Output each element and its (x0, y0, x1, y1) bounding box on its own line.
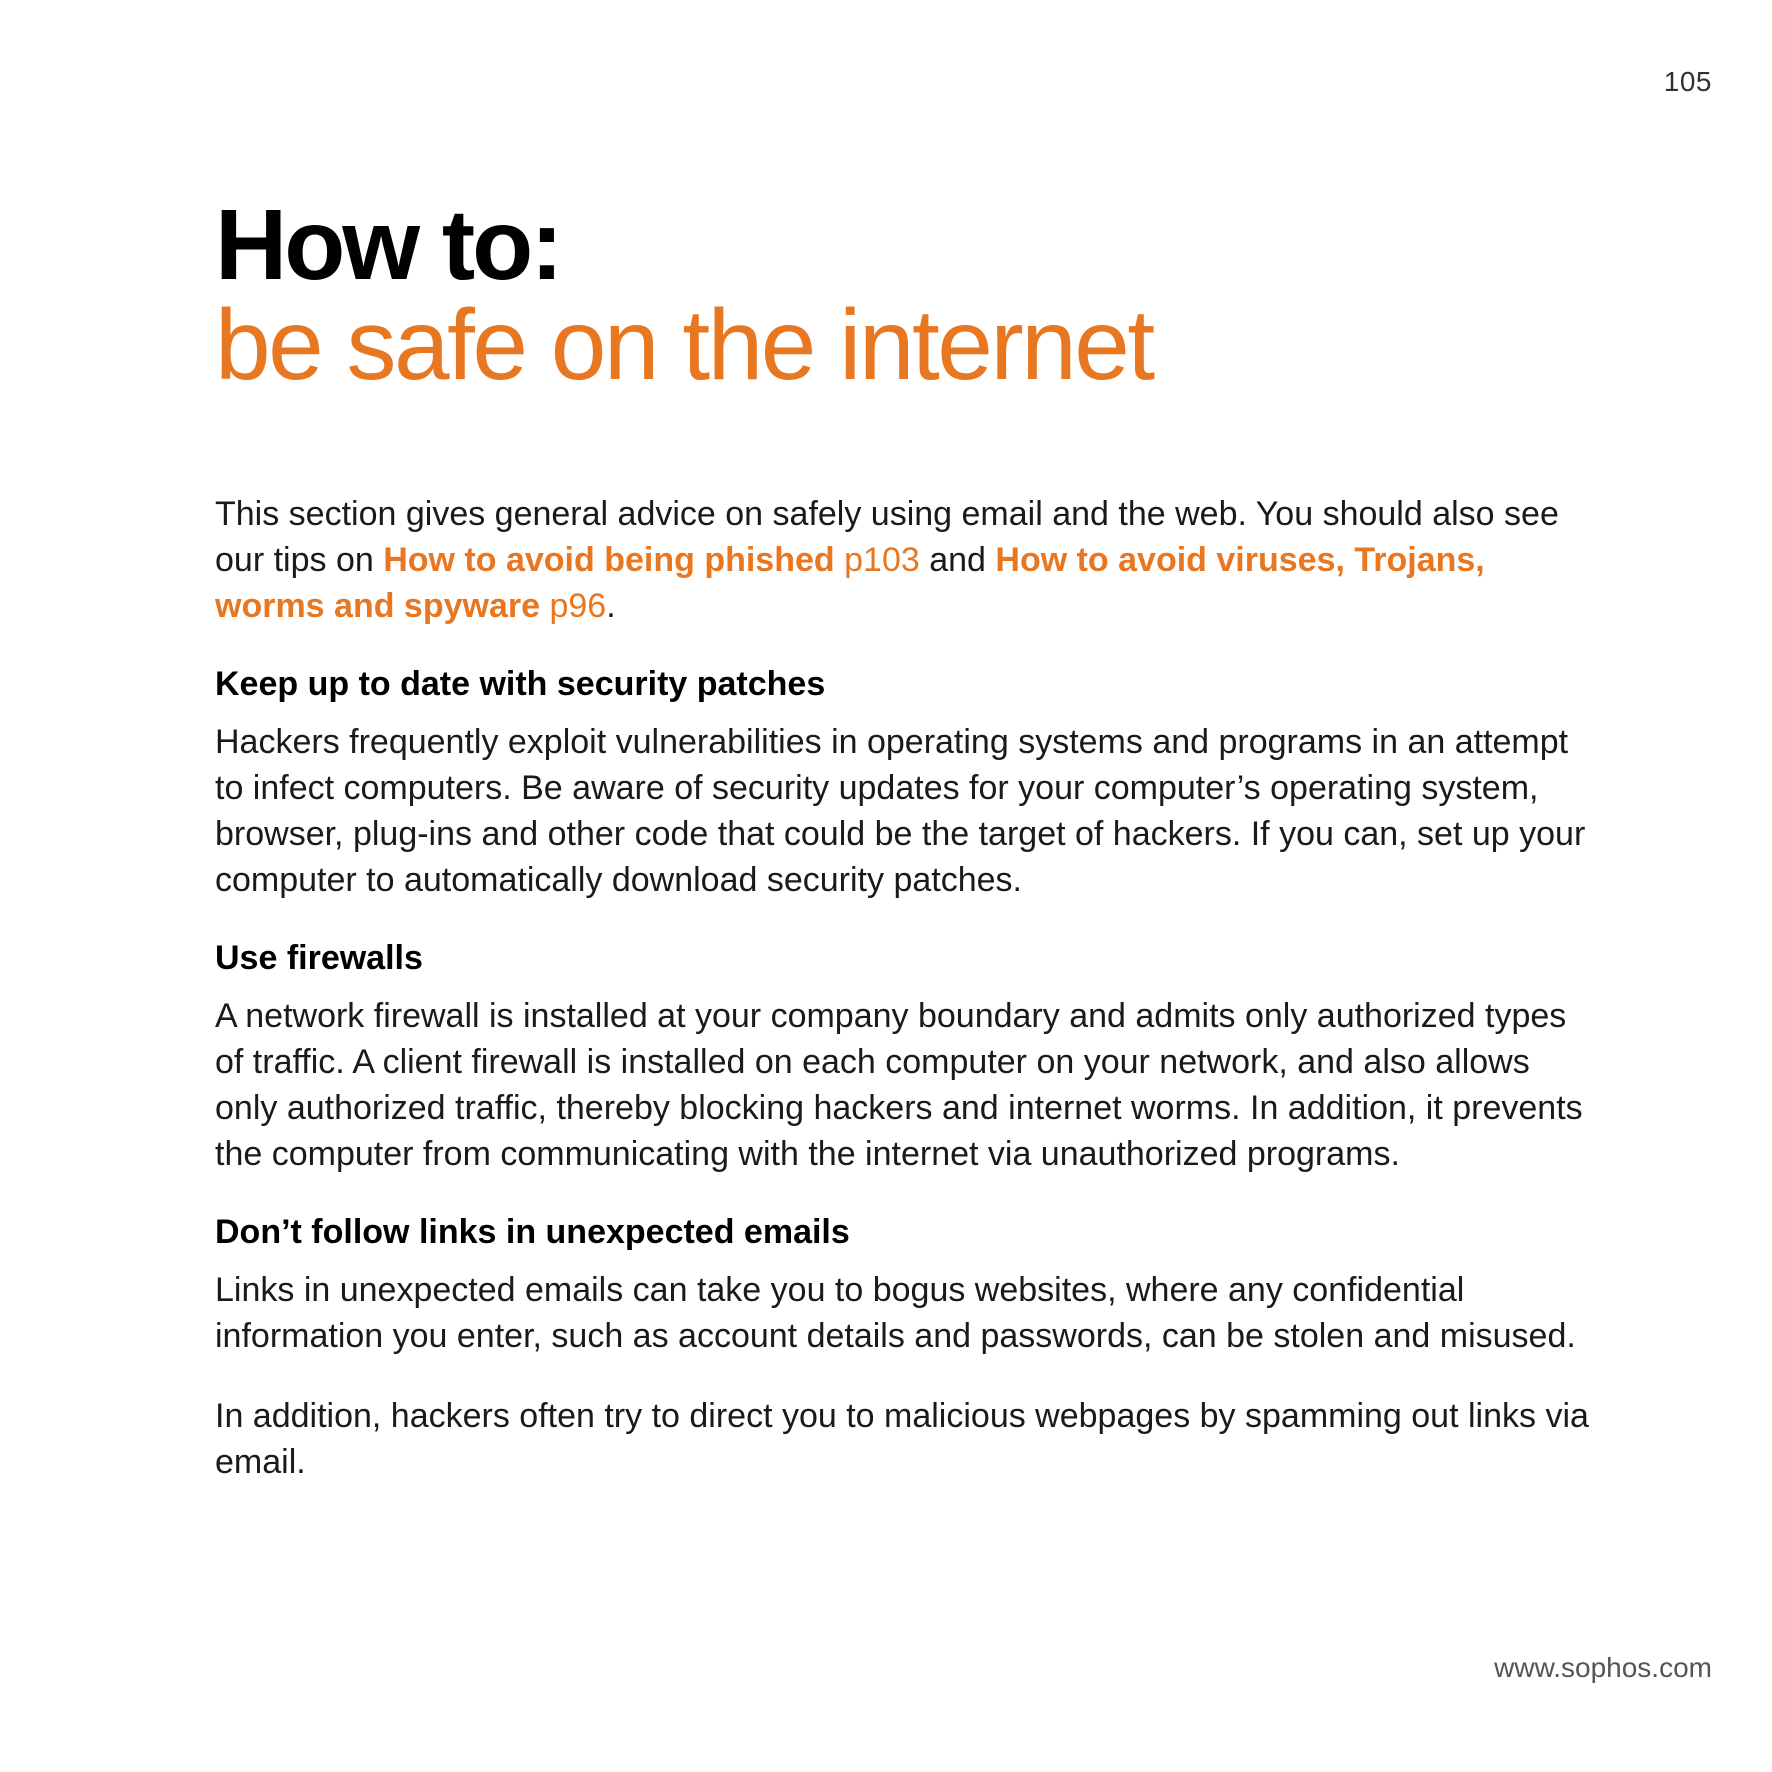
intro-text-end: . (606, 587, 616, 625)
link-avoid-phishing[interactable]: How to avoid being phished (383, 541, 835, 579)
page-number: 105 (1663, 66, 1712, 97)
intro-text: This section gives general advice on safely using email and the web. You should also see our tips on (215, 495, 1559, 579)
page-content (215, 189, 1595, 1485)
link-avoid-viruses[interactable]: How to avoid viruses, Trojans, worms and spyware (215, 541, 1485, 625)
intro-paragraph (215, 491, 1595, 629)
footer-website-link[interactable]: www.sophos.com (1494, 1652, 1712, 1683)
section-heading-firewalls: Use firewalls (215, 939, 423, 977)
section-body-email-links: Links in unexpected emails can take you to bogus websites, where any confidential information you enter, such as account details and passwords, can be stolen and misused. (215, 1271, 1576, 1355)
section-body-firewalls: A network firewall is installed at your company boundary and admits only authorized types of traffic. A client firewall is installed on each computer on your network, and also allows only authorized traffic, thereby blocking hackers and internet worms. In addition, it prevents the computer from communicating with the internet via unauthorized programs. (215, 997, 1583, 1173)
section-body-email-links-extra: In addition, hackers often try to direct you to malicious webpages by spamming out links via email. (215, 1397, 1589, 1481)
link-page-ref-viruses[interactable]: p96 (549, 587, 607, 625)
intro-text-and: and (919, 541, 996, 579)
page-subtitle: be safe on the internet (215, 289, 1153, 401)
section-heading-security-patches: Keep up to date with security patches (215, 665, 826, 703)
page-title: How to: (215, 189, 561, 301)
link-page-ref-phishing[interactable]: p103 (844, 541, 920, 579)
section-body-security-patches: Hackers frequently exploit vulnerabilities in operating systems and programs in an attempt to infect computers. Be aware of security updates for your computer’s operating system, browser, plug-ins and other code that could be the target of hackers. If you can, set up your computer to automatically download security patches. (215, 723, 1586, 899)
section-heading-email-links: Don’t follow links in unexpected emails (215, 1213, 850, 1251)
